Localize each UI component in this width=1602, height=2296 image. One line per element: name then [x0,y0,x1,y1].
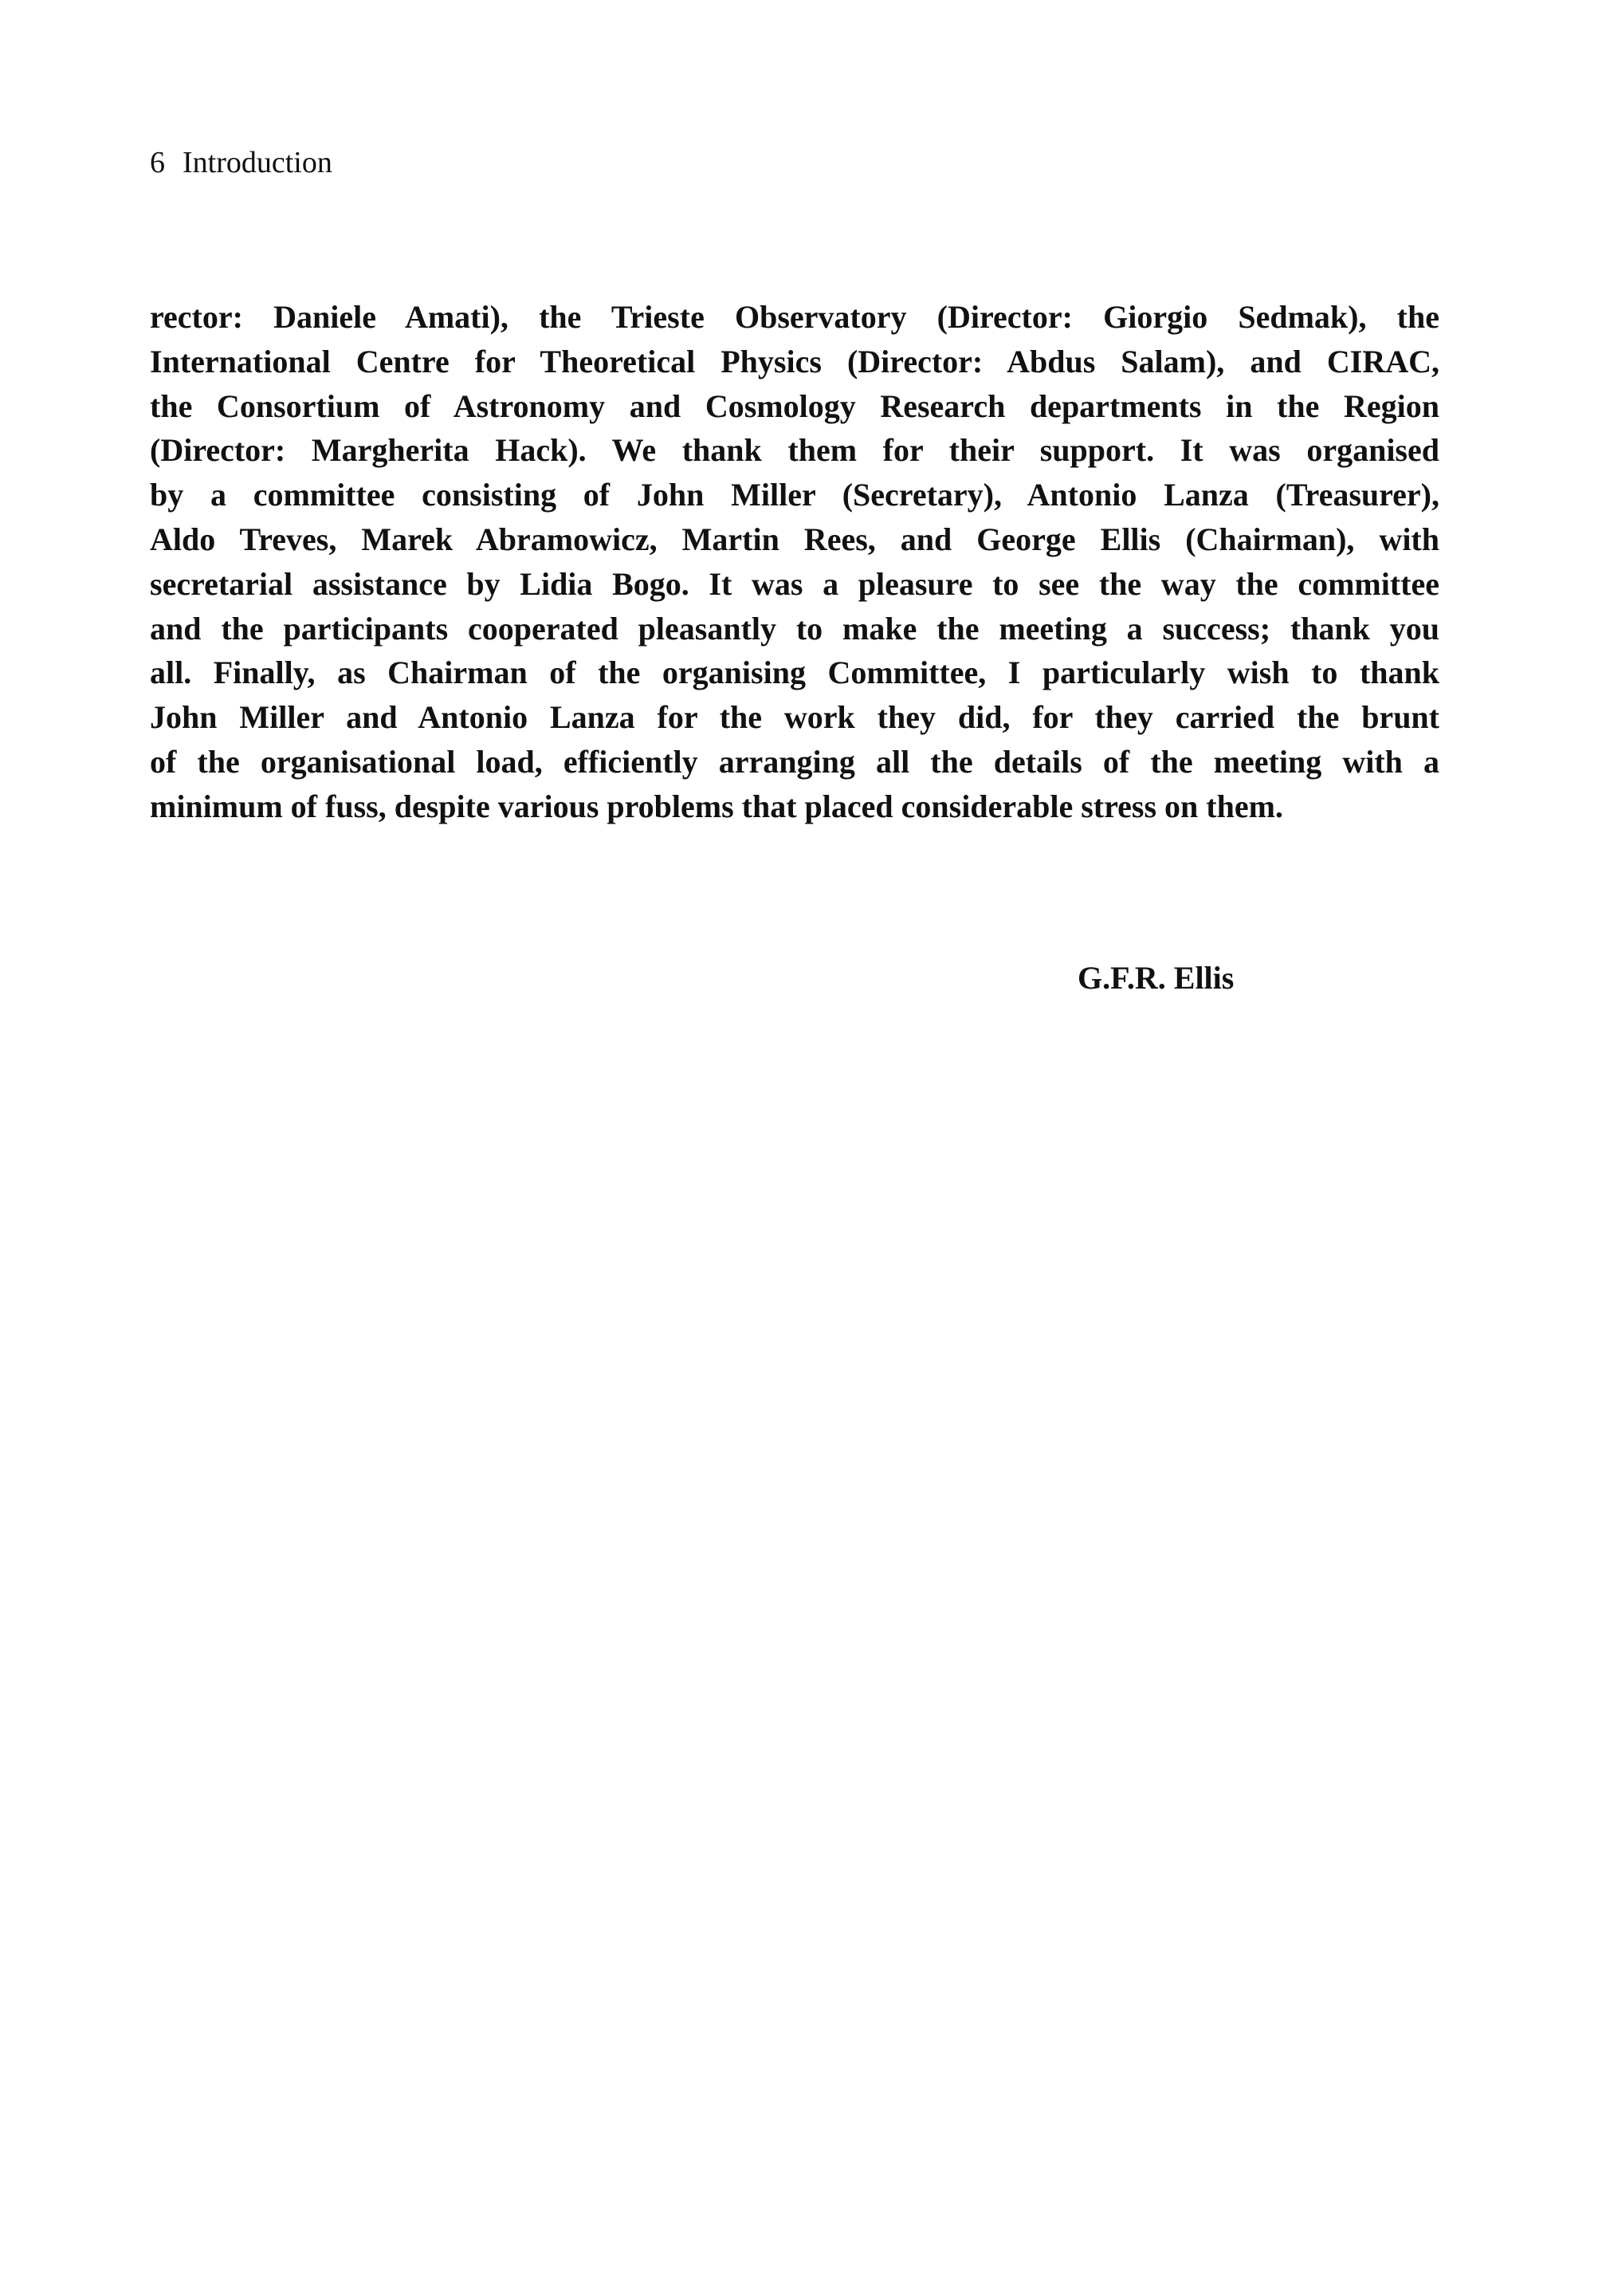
text-line: Aldo Treves, Marek Abramowicz, Martin Rees, and George Ellis (Chairman), with [150,521,1439,557]
text-line: of the organisational load, efficiently arranging all the details of the meeting with a [150,743,1439,780]
text-line: by a committee consisting of John Miller (Secretary), Antonio Lanza (Treasurer), [150,477,1439,513]
signature: G.F.R. Ellis [1078,960,1235,996]
running-head [150,145,332,180]
text-line: and the participants cooperated pleasantly to make the meeting a success; thank you [150,610,1439,647]
section-title: Introduction [183,146,332,179]
page-number: 6 [150,146,165,179]
text-line: all. Finally, as Chairman of the organising Committee, I particularly wish to thank [150,655,1439,691]
text-line: rector: Daniele Amati), the Trieste Observatory (Director: Giorgio Sedmak), the [150,299,1439,335]
body-paragraph [150,295,1439,829]
text-line: International Centre for Theoretical Physics (Director: Abdus Salam), and CIRAC, [150,343,1439,379]
text-line: secretarial assistance by Lidia Bogo. It was a pleasure to see the way the committee [150,565,1439,602]
text-line: John Miller and Antonio Lanza for the work they did, for they carried the brunt [150,699,1439,736]
text-line: (Director: Margherita Hack). We thank them for their support. It was organised [150,432,1439,469]
text-line: minimum of fuss, despite various problems that placed considerable stress on them. [150,788,1283,824]
text-line: the Consortium of Astronomy and Cosmology Research departments in the Region [150,387,1439,424]
